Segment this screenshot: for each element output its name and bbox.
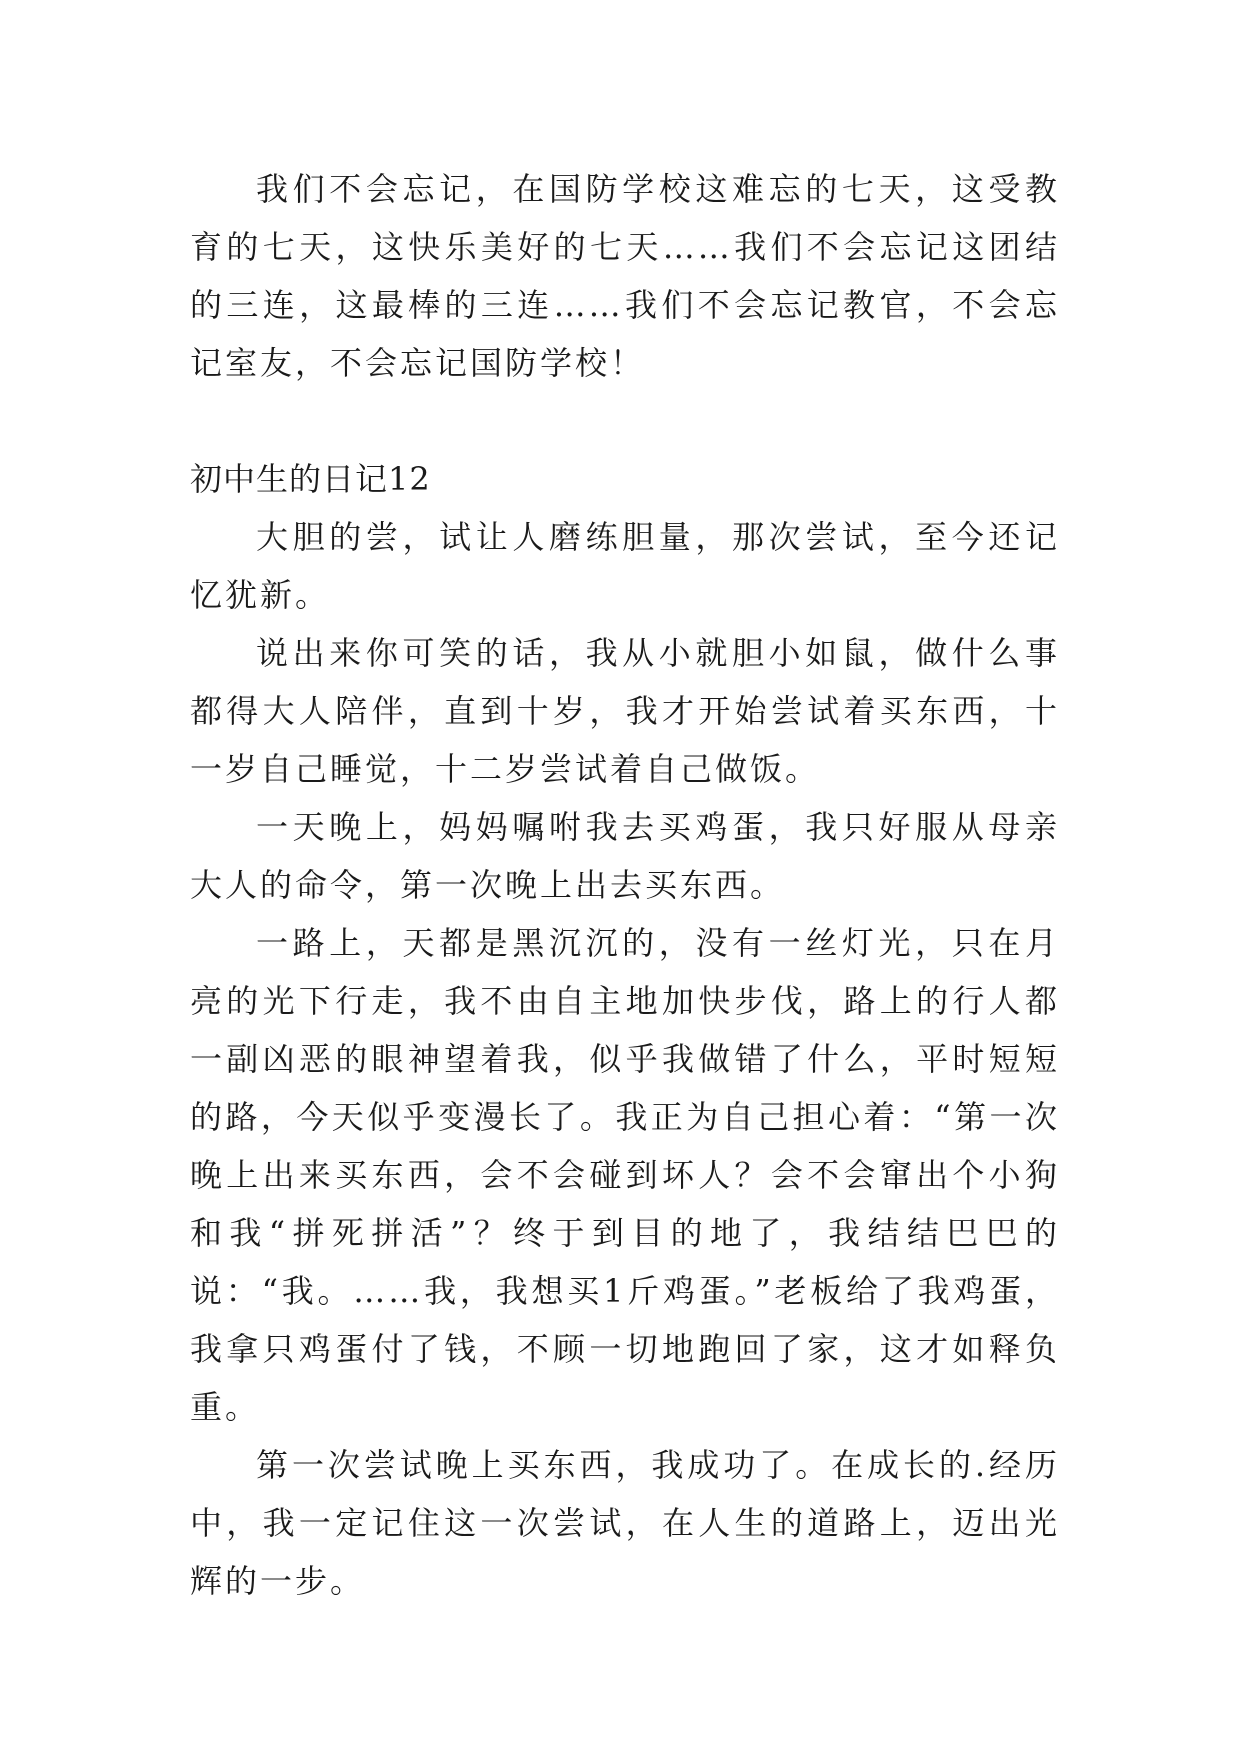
diary-heading: 初中生的日记12 — [190, 460, 431, 498]
body-paragraph-5: 第一次尝试晚上买东西，我成功了。在成长的.经历中，我一定记住这一次尝试，在人生的道路上，迈出光辉的一步。 — [190, 1446, 1060, 1600]
body-paragraph-3: 一天晚上，妈妈嘱咐我去买鸡蛋，我只好服从母亲大人的命令，第一次晚上出去买东西。 — [190, 808, 1060, 904]
body-paragraph-2: 说出来你可笑的话，我从小就胆小如鼠，做什么事都得大人陪伴，直到十岁，我才开始尝试着买东西，十一岁自己睡觉，十二岁尝试着自己做饭。 — [190, 634, 1060, 788]
document-body — [190, 160, 1060, 1610]
section-spacer — [190, 392, 1060, 450]
body-paragraph-1: 大胆的尝，试让人磨练胆量，那次尝试，至今还记忆犹新。 — [190, 518, 1060, 614]
body-paragraph-4: 一路上，天都是黑沉沉的，没有一丝灯光，只在月亮的光下行走，我不由自主地加快步伐，路上的行人都一副凶恶的眼神望着我，似乎我做错了什么，平时短短的路，今天似乎变漫长了。我正为自己担心着：“第一次晚上出来买东西，会不会碰到坏人？会不会窜出个小狗和我“拼死拼活”？终于到目的地了，我结结巴巴的说：“我。……我，我想买1斤鸡蛋。”老板给了我鸡蛋，我拿只鸡蛋付了钱，不顾一切地跑回了家，这才如释负重。 — [190, 924, 1060, 1426]
intro-paragraph: 我们不会忘记，在国防学校这难忘的七天，这受教育的七天，这快乐美好的七天……我们不会忘记这团结的三连，这最棒的三连……我们不会忘记教官，不会忘记室友，不会忘记国防学校！ — [190, 170, 1060, 382]
